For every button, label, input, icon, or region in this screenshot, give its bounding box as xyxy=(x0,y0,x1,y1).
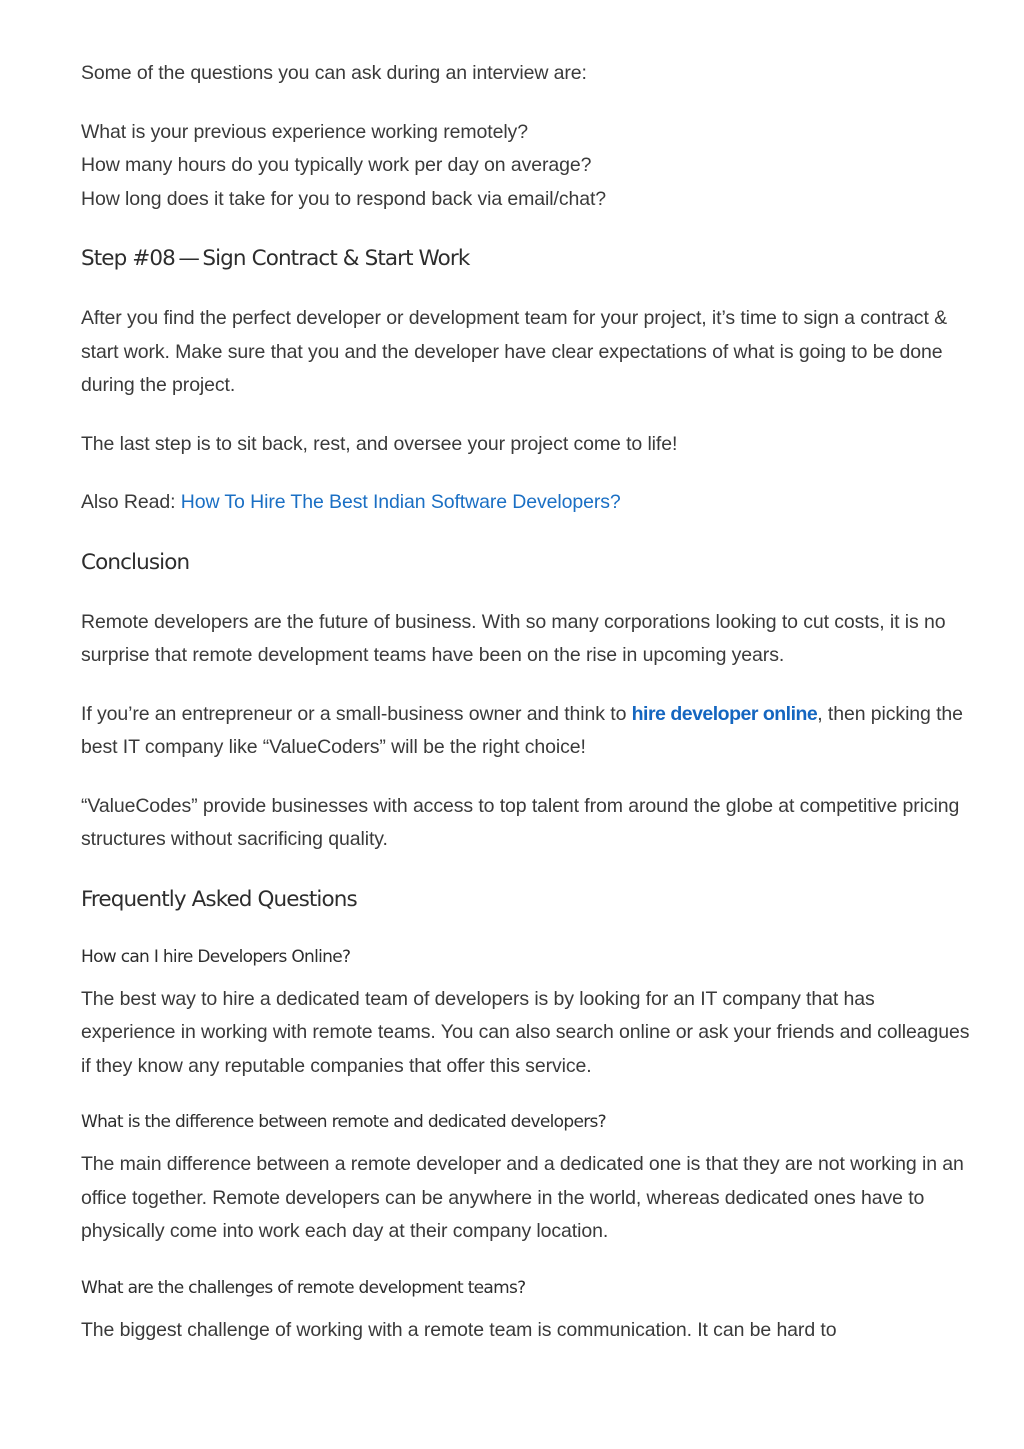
step-8-heading: Step #08 — Sign Contract & Start Work xyxy=(81,246,470,271)
conclusion-hire-paragraph xyxy=(81,698,971,765)
conclusion-text-before: If you’re an entrepreneur or a small-business owner and think to xyxy=(81,702,632,725)
faq-answer: The main difference between a remote developer and a dedicated one is that they are not working in an office together. Remote developers can be anywhere in the world, whereas dedicated ones have to physically come into work each day at their company location. xyxy=(81,1153,964,1242)
interview-question: What is your previous experience working remotely? xyxy=(81,120,528,143)
hire-developer-online-link[interactable]: hire developer online xyxy=(631,702,818,725)
conclusion-heading: Conclusion xyxy=(81,549,190,575)
faq-question: What is the difference between remote and dedicated developers? xyxy=(81,1112,606,1132)
step-8-paragraph: After you find the perfect developer or development team for your project, it’s time to sign a contract & start work. Make sure that you and the developer have clear expectations of what is going to be done during the project. xyxy=(81,307,948,396)
conclusion-paragraph: Remote developers are the future of business. With so many corporations looking to cut costs, it is no surprise that remote development teams have been on the rise in upcoming years. xyxy=(81,610,946,666)
also-read-line xyxy=(81,486,971,520)
step-8-closing-paragraph: The last step is to sit back, rest, and oversee your project come to life! xyxy=(81,432,678,455)
faq-answer: The best way to hire a dedicated team of developers is by looking for an IT company that has experience in working with remote teams. You can also search online or ask your friends and colleagues if they know any reputable companies that offer this service. xyxy=(81,987,970,1077)
interview-questions-list xyxy=(81,116,971,217)
also-read-link[interactable]: How To Hire The Best Indian Software Developers? xyxy=(180,491,621,513)
questions-lead: Some of the questions you can ask during an interview are: xyxy=(81,62,587,84)
also-read-label: Also Read: xyxy=(81,491,181,513)
faq-answer: The biggest challenge of working with a remote team is communication. It can be hard to xyxy=(81,1318,837,1341)
valuecodes-paragraph: “ValueCodes” provide businesses with access to top talent from around the globe at competitive pricing structures without sacrificing quality. xyxy=(81,794,960,850)
interview-question: How long does it take for you to respond back via email/chat? xyxy=(81,187,607,210)
faq-heading: Frequently Asked Questions xyxy=(81,886,357,912)
conclusion-text-after: , then picking the best IT company like “ValueCoders” will be the right choice! xyxy=(81,702,963,758)
interview-question: How many hours do you typically work per day on average? xyxy=(81,154,592,176)
faq-question: What are the challenges of remote development teams? xyxy=(81,1277,526,1298)
faq-question: How can I hire Developers Online? xyxy=(81,946,351,967)
article-body xyxy=(81,57,971,1347)
